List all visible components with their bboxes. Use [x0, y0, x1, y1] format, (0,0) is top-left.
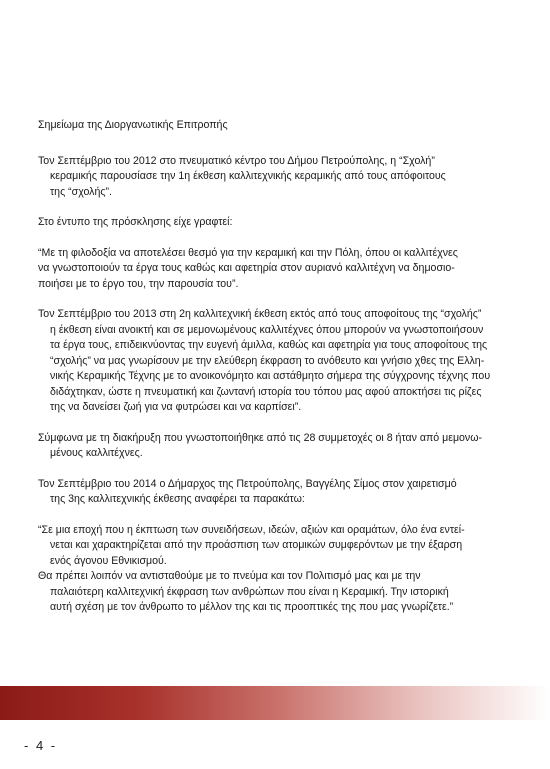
text-line: παλαιότερη καλλιτεχνική έκφραση των ανθρώπων που είναι η Κεραμική. Την ιστορική: [50, 585, 449, 598]
text-line: της 3ης καλλιτεχνικής έκθεσης αναφέρει τα παρακάτω:: [50, 493, 305, 505]
text-line: αυτή σχέση με τον άνθρωπο το μέλλον της και τις προοπτικές της που μας γνωρίζετε.”: [50, 601, 454, 613]
document-title: Σημείωμα της Διοργανωτικής Επιτροπής: [38, 119, 228, 131]
text-line: να γνωστοποιούν τα έργα τους καθώς και αφετηρία στον αυριανό καλλιτέχνη να δημοσιο-: [38, 262, 455, 274]
text-line: ποιήσει με το έργο του, την παρουσία του”.: [38, 277, 239, 290]
text-line: κεραμικής παρουσίασε την 1η έκθεση καλλιτεχνικής κεραμικής από τους απόφοιτους: [50, 170, 446, 182]
page-number: - 4 -: [24, 738, 58, 753]
paragraph-2014-exhibition: [38, 477, 518, 508]
text-line: διδάχτηκαν, ώστε η πνευματική και ζωντανή ιστορία του τόπου μας αφού αποκτήσει τις ρίζες: [50, 385, 482, 398]
text-line: της να δανείσει ζωή για να φυτρώσει και να καρπίσει”.: [50, 401, 302, 413]
document-body: [38, 118, 518, 631]
text-line: “σχολής” να μας γνωρίσουν με την ελεύθερη έκφραση το ανόθευτο και γνήσιο χθες της Ελλη-: [50, 354, 485, 367]
text-line: ενός άγονου Εθνικισμού.: [50, 554, 167, 567]
paragraph-2012-exhibition: [38, 154, 518, 201]
paragraph-mayor-quote-continued: [38, 569, 518, 616]
text-line: νικής Κεραμικής Τέχνης με το ανοικονόμητο και αστάθμητο σήμερα της σύγχρονης τέχνης που: [50, 370, 491, 382]
text-line: “Με τη φιλοδοξία να αποτελέσει θεσμό για την κεραμική και την Πόλη, όπου οι καλλιτέχνες: [38, 246, 458, 259]
text-line: τα έργα τους, επιδεικνύοντας την ευγενή άμιλλα, καθώς και αφετηρία για τους αποφοίτους της: [50, 339, 488, 351]
text-line: η έκθεση είναι ανοικτή και σε μεμονωμένους καλλιτέχνες όπου μπορούν να γνωστοποιήσουν: [50, 323, 484, 336]
text-line: “Σε μια εποχή που η έκπτωση των συνειδήσεων, ιδεών, αξιών και οραμάτων, όλο ένα εντεί-: [38, 523, 465, 536]
text-line: Τον Σεπτέμβριο του 2013 στη 2η καλλιτεχνική έκθεση εκτός από τους αποφοίτους της “σχολής”: [38, 308, 482, 320]
paragraph-invitation-quote: [38, 246, 518, 293]
text-line: Σύμφωνα με τη διακήρυξη που γνωστοποιήθηκε από τις 28 συμμετοχές οι 8 ήταν από μεμονω-: [38, 431, 483, 444]
text-line: μένους καλλιτέχνες.: [50, 447, 143, 459]
paragraph-2013-exhibition: [38, 307, 518, 416]
paragraph-mayor-quote: [38, 523, 518, 570]
text-line: της “σχολής”.: [50, 185, 112, 198]
text-line: Στο έντυπο της πρόσκλησης είχε γραφτεί:: [38, 216, 233, 228]
text-line: νεται και χαρακτηρίζεται από την προάσπιση των ατομικών συμφερόντων με την έξαρση: [50, 539, 463, 551]
text-line: Τον Σεπτέμβριο του 2012 στο πνευματικό κέντρο του Δήμου Πετρούπολης, η “Σχολή”: [38, 154, 435, 167]
text-line: Τον Σεπτέμβριο του 2014 ο Δήμαρχος της Πετρούπολης, Βαγγέλης Σίμος στον χαιρετισμό: [38, 477, 457, 490]
paragraph-participation: [38, 431, 518, 462]
paragraph-invitation-intro: [38, 215, 518, 231]
decorative-gradient-band: [0, 686, 550, 720]
text-line: Θα πρέπει λοιπόν να αντισταθούμε με το πνεύμα και τον Πολιτισμό μας και με την: [38, 570, 421, 582]
